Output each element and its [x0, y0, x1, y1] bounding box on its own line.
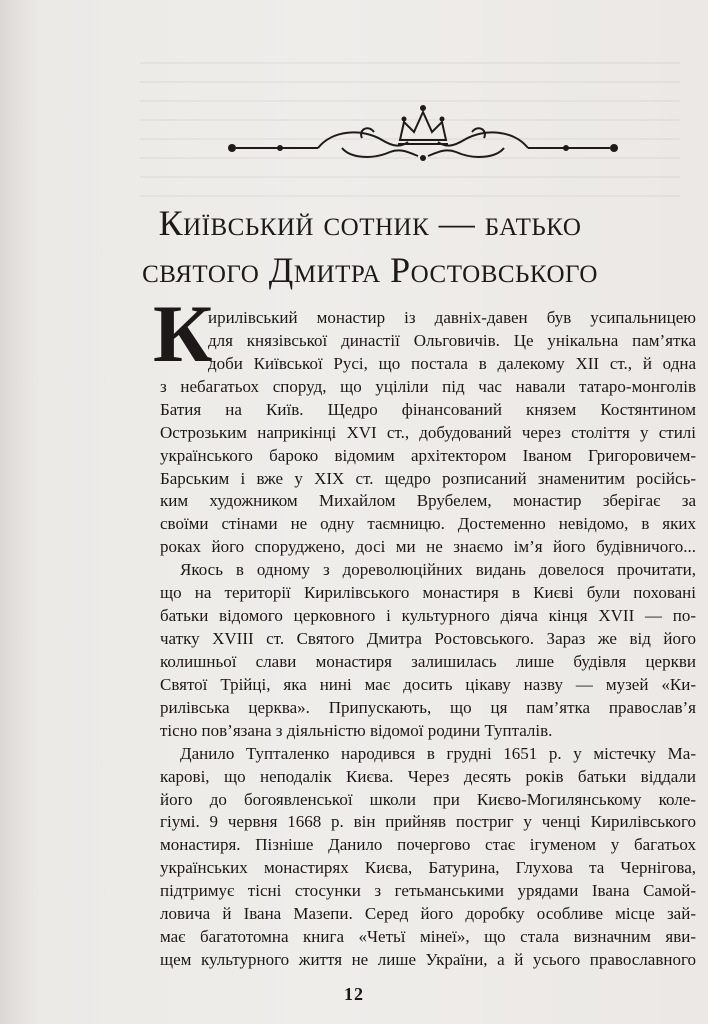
text-line: українських монастирях Києва, Батурина, Глухова та Чернігова,	[160, 858, 696, 878]
text-line: своїми стінами не одну таємницю. Достеменно невідомо, в яких	[160, 514, 696, 534]
text-line: монастиря. Пізніше Данило почергово стає ігуменом у багатьох	[160, 835, 696, 855]
chapter-title	[110, 200, 630, 294]
text-line: доби Київської Русі, що постала в далекому XII ст., й одна	[208, 353, 696, 373]
text-line: батьки відомого церковного і культурного діяча кінця XVII — по-	[160, 606, 696, 626]
page-number: 12	[344, 984, 364, 1004]
text-line: має багатотомна книга «Четьї мінеї», що стала визначним яви-	[160, 927, 696, 947]
text-line: гіумі. 9 червня 1668 р. він прийняв постриг у ченці Кирилівського	[160, 812, 696, 832]
crown-ornament-icon	[222, 100, 624, 166]
text-line: роках його споруджено, досі ми не знаємо ім’я його будівничого...	[160, 537, 696, 557]
text-line: українського бароко відомим архітектором Іваном Григоровичем-	[160, 445, 696, 465]
text-line: що на території Кирилівського монастиря в Києві були поховані	[160, 583, 696, 603]
text-line: Батия на Київ. Щедро фінансований князем Костянтином	[160, 399, 696, 419]
text-line: ким художником Михайлом Врубелем, монастир зберігає за	[160, 491, 696, 511]
text-line: чатку XVIII ст. Святого Дмитра Ростовського. Зараз же від його	[160, 629, 696, 648]
text-line: карові, що неподалік Києва. Через десять років батьки віддали	[160, 766, 696, 786]
text-line: Барським і вже у XIX ст. щедро розписаний знаменитим російсь-	[160, 468, 696, 488]
text-line: Якось в одному з дореволюційних видань довелося прочитати,	[180, 560, 696, 580]
text-line: тісно пов’язана з діяльністю відомої родини Тупталів.	[160, 720, 553, 740]
text-line: колишньої слави монастиря залишилась лише будівля церкви	[160, 651, 696, 671]
text-line: з небагатьох споруд, що уціліли під час навали татаро-монголів	[160, 376, 696, 396]
text-line: Святої Трійці, яка нині має досить цікаву назву — музей «Ки-	[160, 674, 696, 694]
text-line: ирилівський монастир із давніх-давен був усипальницею	[208, 308, 696, 327]
drop-cap: К	[153, 288, 213, 379]
text-line: рилівська церква». Припускають, що ця пам’ятка православ’я	[160, 697, 696, 717]
chapter-title-line-2: святого Дмитра Ростовського	[142, 250, 598, 290]
text-line: підтримує тісні стосунки з гетьманськими урядами Івана Самой-	[160, 881, 696, 901]
text-line: щем культурного життя не лише України, а й усього православного	[160, 950, 696, 969]
text-line: для князівської династії Ольговичів. Це унікальна пам’ятка	[208, 330, 696, 350]
text-line: його до богоявленської школи при Києво-Могилянському коле-	[160, 789, 696, 809]
chapter-title-line-1: Київський сотник — батько	[158, 203, 582, 243]
text-line: Острозьким наприкінці XVI ст., добудований через століття у стилі	[160, 422, 696, 442]
text-line: ловича й Івана Мазепи. Серед його доробку особливе місце зай-	[160, 904, 696, 924]
text-line: Данило Тупталенко народився в грудні 1651 р. у містечку Ма-	[180, 743, 696, 763]
